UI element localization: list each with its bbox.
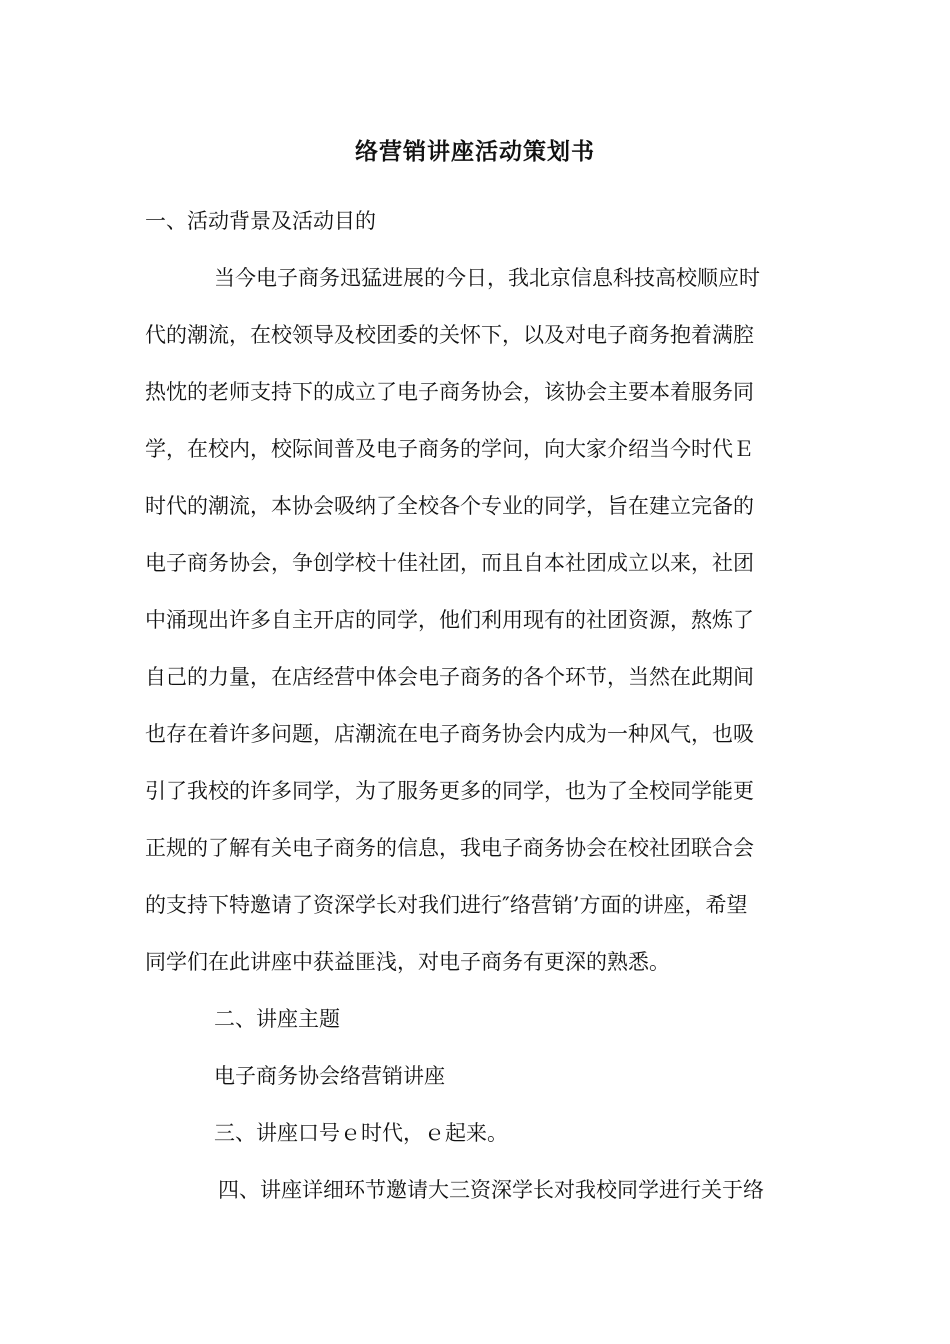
paragraph-line: 时代的潮流，本协会吸纳了全校各个专业的同学，旨在建立完备的: [145, 494, 754, 518]
paragraph-line: 的支持下特邀请了资深学长对我们进行″络营销’方面的讲座，希望: [145, 893, 748, 917]
paragraph-line: 引了我校的许多同学，为了服务更多的同学，也为了全校同学能更: [145, 779, 754, 803]
paragraph-line: 热忱的老师支持下的成立了电子商务协会，该协会主要本着服务同: [145, 380, 754, 404]
paragraph-line: 中涌现出许多自主开店的同学，他们利用现有的社团资源，熬炼了: [145, 608, 754, 632]
paragraph-line: 代的潮流，在校领导及校团委的关怀下，以及对电子商务抱着满腔: [145, 323, 754, 347]
paragraph-line: 自己的力量，在店经营中体会电子商务的各个环节，当然在此期间: [145, 665, 754, 689]
section-details: 四、讲座详细环节邀请大三资深学长对我校同学进行关于络: [218, 1178, 764, 1202]
document-title: 络营销讲座活动策划书: [355, 138, 595, 165]
paragraph-line: 同学们在此讲座中获益匪浅，对电子商务有更深的熟悉。: [145, 950, 670, 974]
section-content-theme: 电子商务协会络营销讲座: [214, 1064, 445, 1088]
section-slogan: 三、讲座口号ｅ时代，ｅ起来。: [214, 1121, 508, 1145]
section-heading-theme: 二、讲座主题: [214, 1007, 340, 1031]
paragraph-line: 电子商务协会，争创学校十佳社团，而且自本社团成立以来，社团: [145, 551, 754, 575]
paragraph-line: 当今电子商务迅猛进展的今日，我北京信息科技高校顺应时: [214, 266, 760, 290]
section-heading-background: 一、活动背景及活动目的: [145, 209, 376, 233]
paragraph-line: 也存在着许多问题，店潮流在电子商务协会内成为一种风气，也吸: [145, 722, 754, 746]
paragraph-line: 学，在校内，校际间普及电子商务的学问，向大家介绍当今时代Ｅ: [145, 437, 754, 461]
paragraph-line: 正规的了解有关电子商务的信息，我电子商务协会在校社团联合会: [145, 836, 754, 860]
